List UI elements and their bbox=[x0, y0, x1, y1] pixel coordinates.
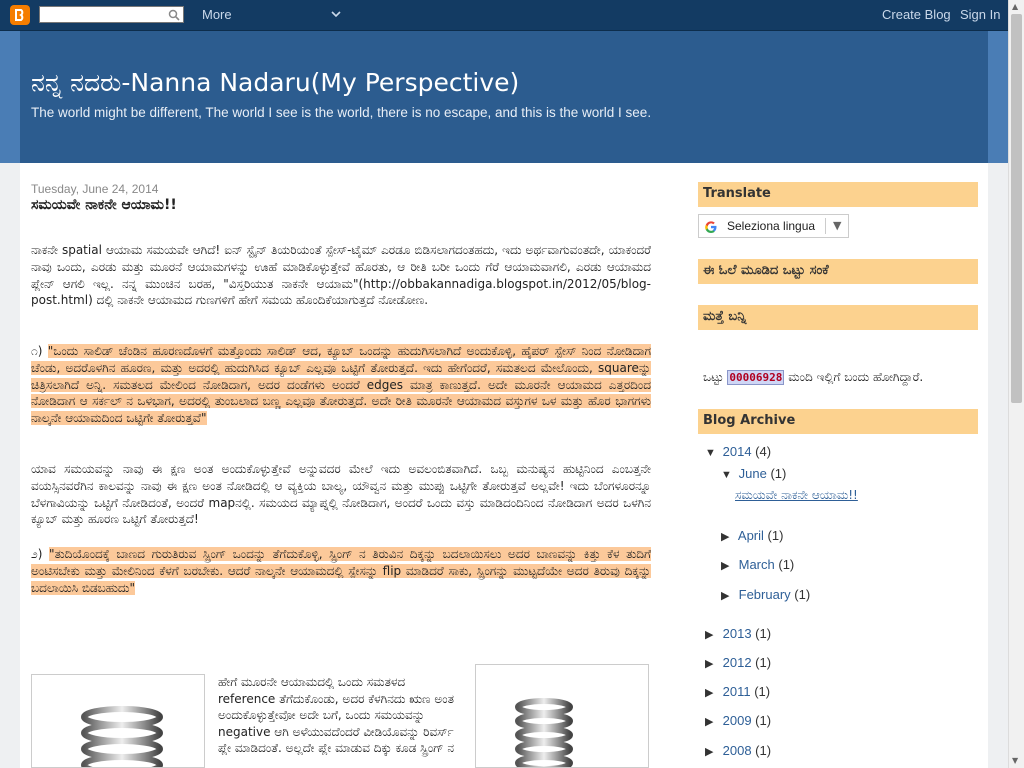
blog-description: The world might be different, The world I see is the world, there is no escape, and this is the world I see. bbox=[31, 105, 652, 120]
archive-month-march[interactable] bbox=[721, 557, 794, 572]
expand-triangle-icon[interactable]: ▶ bbox=[705, 687, 714, 699]
archive-post-link[interactable]: ಸಮಯವೇ ನಾಕನೇ ಆಯಾಮ!! bbox=[735, 488, 858, 502]
expand-triangle-icon[interactable]: ▶ bbox=[721, 560, 730, 572]
sign-in-link[interactable]: Sign In bbox=[960, 7, 1001, 22]
archive-year-label[interactable]: 2008 bbox=[722, 743, 752, 758]
scrollbar-thumb[interactable] bbox=[1011, 14, 1022, 403]
post-point-2 bbox=[31, 546, 651, 596]
post-point-1 bbox=[31, 343, 651, 427]
archive-year-2009[interactable] bbox=[705, 713, 771, 728]
archive-month-label[interactable]: February bbox=[738, 587, 791, 602]
select-divider bbox=[825, 218, 826, 234]
archive-month-june[interactable] bbox=[721, 466, 786, 481]
dropdown-arrow-icon[interactable]: ▼ bbox=[833, 219, 842, 232]
navbar-search-input[interactable] bbox=[39, 6, 184, 23]
archive-year-count: (1) bbox=[755, 626, 772, 641]
create-blog-link[interactable]: Create Blog bbox=[882, 7, 951, 22]
counter-suffix: ಮಂದಿ ಇಲ್ಲಿಗೆ ಬಂದು ಹೋಗಿದ್ದಾರೆ. bbox=[788, 370, 924, 384]
archive-year-label[interactable]: 2009 bbox=[722, 713, 752, 728]
spring-image-left[interactable] bbox=[31, 674, 205, 768]
archive-month-count: (1) bbox=[778, 557, 795, 572]
archive-year-count: (4) bbox=[755, 444, 772, 459]
archive-month-count: (1) bbox=[767, 528, 784, 543]
archive-year-count: (1) bbox=[755, 713, 772, 728]
scroll-up-arrow-icon[interactable]: ▲ bbox=[1012, 2, 1019, 11]
visitor-counter[interactable]: 00006928 bbox=[729, 371, 783, 384]
search-icon[interactable] bbox=[168, 9, 180, 21]
blog-title[interactable]: ನನ್ನ ನದರು-Nanna Nadaru(My Perspective) bbox=[31, 68, 520, 97]
post-middle: ಯಾವ ಸಮಯವನ್ನು ನಾವು ಈ ಕ್ಷಣ ಅಂತ ಅಂದುಕೊಳ್ಳುತ್ತೇವೆ ಅನ್ನುವದರ ಮೇಲೆ ಇದು ಅವಲಂಬಿತವಾಗಿದೆ. ಒಬ್ಬ ಮನುಷ್ಯನ ಹುಟ್ಟಿನಿಂದ ಎಂಬತ್ತನೇ ವಯಸ್ಸಿನವರೆಗಿನ ಕಾಲವನ್ನು ನಾವು ಈ ಕ್ಷಣ ಅಂತ ನೋಡಿದಲ್ಲಿ ಆ ವ್ಯಕ್ತಿಯ ಬಾಲ್ಯ, ಯೌವ್ವನ ಮತ್ತು ಮುಪ್ಪು ಒಟ್ಟಿಗೇ ತೋರುತ್ತವೆ ಅಲ್ಲವೇ! ಇದು ಬೆಂಗಳೂರನ್ನೂ ಬೆಳಗಾವಿಯನ್ನು ಒಟ್ಟಿಗೆ ನೋಡಿದಂತೆ, ಅಂದರೆ mapನಲ್ಲಿ. ಸಮಯದ ಮ್ಯಾಪ್ನಲ್ಲಿ ನೋಡಿದಾಗ, ಅಂದರೆ ಒಂದು ವಸ್ತು ಮಾಡಿದಂದಿನಿಂದ ನೋಡಿದಾಗ ಅದರ ಒಳಗಿನ ಕ್ಯೂಬ್ ಮತ್ತು ಹೂರಣ ಒಟ್ಟಿಗೆ ತೋರುತ್ತದೆ! bbox=[31, 462, 651, 527]
translate-heading: Translate bbox=[698, 182, 978, 207]
archive-year-label[interactable]: 2013 bbox=[722, 626, 752, 641]
point-2-quote: "ತುದಿಯೊಂದಕ್ಕೆ ಬಾಣದ ಗುರುತಿರುವ ಸ್ಪ್ರಿಂಗ್ ಒಂದನ್ನು ತೆಗೆದುಕೊಳ್ಳಿ, ಸ್ಪ್ರಿಂಗ್ ನ ತಿರುವಿನ ದಿಕ್ಕನ್ನು ಬದಲಾಯಿಸಲು ಅದರ ಬಾಣವನ್ನು ಕಿತ್ತು ಕೆಳ ತುದಿಗೆ ಅಂಟಿಸಬೇಕು ಮತ್ತು ಮೇಲಿನಿಂದ ಕೆಳಗೆ ಬರಬೇಕು. ಆದರೆ ನಾಲ್ಕನೇ ಆಯಾಮದಲ್ಲಿ ಸ್ಪೇಸನ್ನು flip ಮಾಡಿದರೆ ಸಾಕು, ಸ್ಪ್ರಿಂಗನ್ನು ಮುಟ್ಟದೆಯೇ ಅದರ ತಿರುವು ದಿಕ್ಕನ್ನು ಬದಲಾಯಿಸಿ ಬಿಡಬಹುದು" bbox=[31, 547, 651, 595]
archive-year-2012[interactable] bbox=[705, 655, 771, 670]
blogger-logo-icon[interactable] bbox=[10, 5, 30, 25]
spring-icon bbox=[32, 675, 205, 768]
post-intro: ನಾಕನೇ spatial ಆಯಾಮ ಸಮಯವೇ ಆಗಿದೆ! ಐನ್ ಸ್ಟೈನ್ ತಿಯರಿಯಂತೆ ಸ್ಪೇಸ್-ಟೈಮ್ ಎರಡೂ ಬಿಡಿಸಲಾಗದಂತಹದು, ಇದು ಅರ್ಥವಾಗುವಂತದೇ, ಯಾಕಂದರೆ ನಾವು ಒಂದು, ಎರಡು ಮತ್ತು ಮೂರನೆ ಆಯಾಮಗಳನ್ನು ಊಹೆ ಮಾಡಿಕೊಳ್ಳುತ್ತೇವೆ ಹೊರತು, ಆ ರೀತಿ ಬರೀ ಒಂದು ಗೆರೆ ಆಯಾಮವಾಗಲಿ, ಎರಡು ಆಯಾಮದ ಪ್ಲೇನ್ ಆಗಲಿ ಇಲ್ಲ. ನನ್ನ ಮುಂಚಿನ ಬರಹ, "ವಿಸ್ತರಿಯುತ ನಾಕನೇ ಆಯಾಮ"(http://obbakannadiga.blogspot.in/2012/05/blog-post.html) ದಲ್ಲಿ ನಾಕನೇ ಆಯಾಮದ ಗುಣಗಳಿಗೆ ಹೇಗೆ ಸಮಯ ಹೊಂದಿಕೆಯಾಗುತ್ತದೆ ನೋಡೋಣ. bbox=[31, 243, 651, 308]
archive-year-2008[interactable] bbox=[705, 743, 771, 758]
google-g-icon bbox=[704, 220, 718, 234]
collapse-triangle-icon[interactable]: ▼ bbox=[705, 447, 716, 459]
language-select-label: Seleziona lingua bbox=[727, 219, 816, 233]
expand-triangle-icon[interactable]: ▶ bbox=[721, 531, 730, 543]
expand-triangle-icon[interactable]: ▶ bbox=[705, 746, 714, 758]
expand-triangle-icon[interactable]: ▶ bbox=[705, 716, 714, 728]
archive-year-count: (1) bbox=[755, 743, 772, 758]
chevron-down-icon[interactable] bbox=[330, 8, 342, 20]
archive-month-count: (1) bbox=[794, 587, 811, 602]
vertical-scrollbar[interactable] bbox=[1008, 0, 1024, 768]
post-float-text: ಹೇಗೆ ಮೂರನೇ ಆಯಾಮದಲ್ಲಿ ಒಂದು ಸಮತಳದ reference ತೆಗೆದುಕೊಂಡು, ಅದರ ಕೆಳಗಿನದು ಋಣ ಅಂತ ಅಂದುಕೊಳ್ಳುತ್ತೇವೋ ಅದೇ ಬಗೆ, ಒಂದು ಸಮಯವನ್ನು negative ಆಗಿ ಅಳೆಯುವದೆಂದರೆ ವೀಡಿಯೊವನ್ನು ರಿವರ್ಸ್ ಪ್ಲೇ ಮಾಡಿದಂತೆ. ಅಲ್ಲದೇ ಪ್ಲೇ ಮಾಡುವ ದಿಕ್ಕು ಕೂಡ ಸ್ಪ್ರಿಂಗ್ ನ bbox=[218, 675, 455, 755]
blogger-navbar bbox=[0, 0, 1024, 31]
collapse-triangle-icon[interactable]: ▼ bbox=[721, 469, 732, 481]
point-2-number: ೨) bbox=[31, 547, 43, 561]
archive-year-label[interactable]: 2012 bbox=[722, 655, 752, 670]
language-select[interactable] bbox=[698, 214, 849, 238]
archive-month-count: (1) bbox=[770, 466, 787, 481]
spring-icon bbox=[476, 665, 649, 768]
links-heading: ಈ ಓಲೆ ಮೂಡಿದ ಒಟ್ಟು ಸಂಕೆ bbox=[698, 259, 978, 284]
navbar-more-menu[interactable]: More bbox=[202, 7, 232, 22]
visitors-heading: ಮತ್ತೆ ಬನ್ನಿ bbox=[698, 305, 978, 330]
archive-month-label[interactable]: March bbox=[738, 557, 775, 572]
visitor-counter-line bbox=[703, 370, 923, 385]
post-date: Tuesday, June 24, 2014 bbox=[31, 182, 159, 196]
spring-image-right[interactable] bbox=[475, 664, 649, 768]
archive-month-february[interactable] bbox=[721, 587, 810, 602]
archive-month-label[interactable]: June bbox=[738, 466, 767, 481]
archive-month-label[interactable]: April bbox=[737, 528, 764, 543]
scroll-down-arrow-icon[interactable]: ▼ bbox=[1012, 756, 1019, 765]
archive-year-label[interactable]: 2011 bbox=[722, 684, 751, 699]
expand-triangle-icon[interactable]: ▶ bbox=[721, 590, 730, 602]
post-title[interactable]: ಸಮಯವೇ ನಾಕನೇ ಆಯಾಮ!! bbox=[31, 197, 177, 213]
archive-year-2013[interactable] bbox=[705, 626, 771, 641]
archive-year-label[interactable]: 2014 bbox=[722, 444, 752, 459]
point-1-quote: "ಒಂದು ಸಾಲಿಡ್ ಚೆಂಡಿನ ಹೂರಣದೊಳಗೆ ಮತ್ತೊಂದು ಸಾಲಿಡ್ ಆದ, ಕ್ಯೂಬ್ ಒಂದನ್ನು ಹುದುಗಿಸಲಾಗಿದೆ ಅಂದುಕೊಳ್ಳಿ, ಹೈಪರ್ ಸ್ಪೇಸ್ ನಿಂದ ನೋಡಿದಾಗ ಚೆಂಡು, ಅದರೊಳಗಿನ ಹೂರಣ, ಮತ್ತು ಅದರಲ್ಲಿ ಹುದುಗಿಸಿದ ಕ್ಯೂಬ್ ಎಲ್ಲವೂ ಒಟ್ಟಿಗೆ ತೋರುತ್ತದೆ. ಇದು ಹೇಗೆಂದರೆ, ಸಮತಲದ ಮೇಲೊಂದು, squareನ್ನು ಚಿತ್ರಿಸಲಾಗಿದೆ ಅನ್ನಿ. ಸಮತಲದ ಮೇಲಿಂದ ನೋಡಿದಾಗ, ಅದರ ದಂಡೆಗಳು ಅಂದರೆ edges ಮಾತ್ರ ಕಾಣುತ್ತದೆ. ಅದೇ ಮೂರನೇ ಆಯಾಮದ ಎತ್ತರದಿಂದ ನೋಡಿದಾಗ ಆ ಸರ್ಕಲ್ ನ ಒಳಭಾಗ, ಅದರಲ್ಲಿ ತುಂಬಲಾದ ಬಣ್ಣ ಎಲ್ಲವೂ ತೋರುತ್ತದೆ. ಅದೇ ರೀತಿ ಮೂರನೇ ಆಯಾಮದ ವಸ್ತುಗಳ ಒಳ ಮತ್ತು ಹೊರ ಭಾಗಗಳು ನಾಲ್ಕನೇ ಆಯಾಮದಿಂದ ಒಟ್ಟಿಗೇ ತೋರುತ್ತವೆ" bbox=[31, 344, 651, 426]
expand-triangle-icon[interactable]: ▶ bbox=[705, 629, 714, 641]
expand-triangle-icon[interactable]: ▶ bbox=[705, 658, 714, 670]
blog-archive-heading: Blog Archive bbox=[698, 409, 978, 434]
archive-month-april[interactable] bbox=[721, 528, 783, 543]
counter-prefix: ಒಟ್ಟು bbox=[703, 370, 724, 384]
archive-year-count: (1) bbox=[755, 655, 772, 670]
point-1-number: ೧) bbox=[31, 344, 43, 358]
archive-year-2011[interactable] bbox=[705, 684, 770, 699]
archive-year-2014[interactable] bbox=[705, 444, 771, 459]
archive-year-count: (1) bbox=[754, 684, 771, 699]
